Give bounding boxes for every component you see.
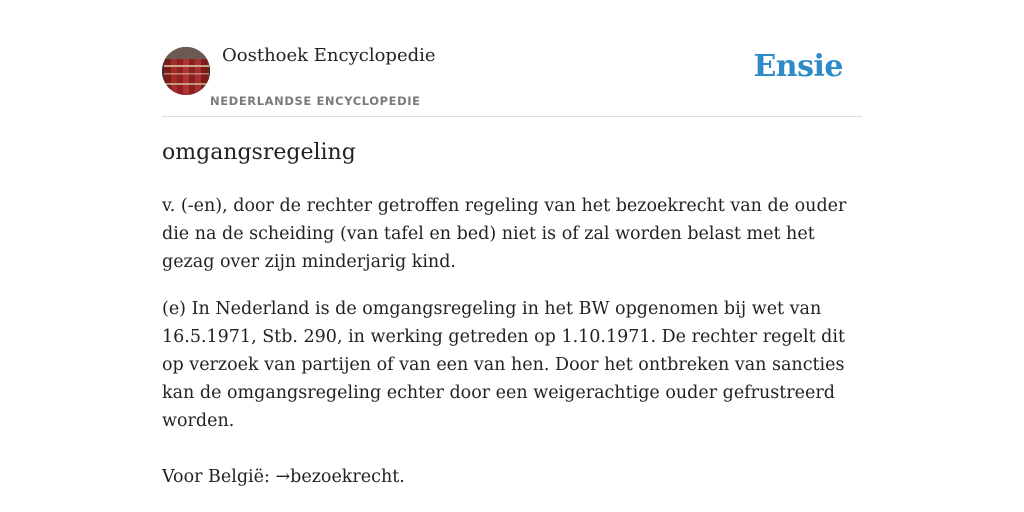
site-title[interactable]: Oosthoek Encyclopedie: [222, 45, 436, 66]
article-body: [162, 192, 862, 510]
arrow-right-icon: →: [275, 467, 291, 487]
see-also-prefix: Voor België:: [162, 467, 276, 487]
site-subtitle: NEDERLANDSE ENCYCLOPEDIE: [210, 94, 421, 108]
header: [162, 0, 862, 117]
see-also: [162, 463, 862, 491]
site-logo[interactable]: [162, 47, 210, 95]
book-spines-icon: [162, 47, 210, 95]
article-paragraph: v. (-en), door de rechter getroffen regeling van het bezoekrecht van de ouder die na de scheiding (van tafel en bed) niet is of zal worden belast met het gezag over zijn minderjarig kind.: [162, 196, 847, 272]
brand-logo[interactable]: Ensie: [753, 49, 843, 84]
xref-link-bezoekrecht[interactable]: bezoekrecht.: [290, 467, 405, 487]
page: [162, 0, 862, 487]
article-title: omgangsregeling: [162, 140, 356, 165]
article-paragraph: (e) In Nederland is de omgangsregeling in het BW opgenomen bij wet van 16.5.1971, Stb. 290, in werking getreden op 1.10.1971. De rechter regelt dit op verzoek van partijen of van een van hen. Door het ontbreken van sancties kan de omgangsregeling echter door een weigerachtige ouder gefrustreerd worden.: [162, 299, 845, 431]
